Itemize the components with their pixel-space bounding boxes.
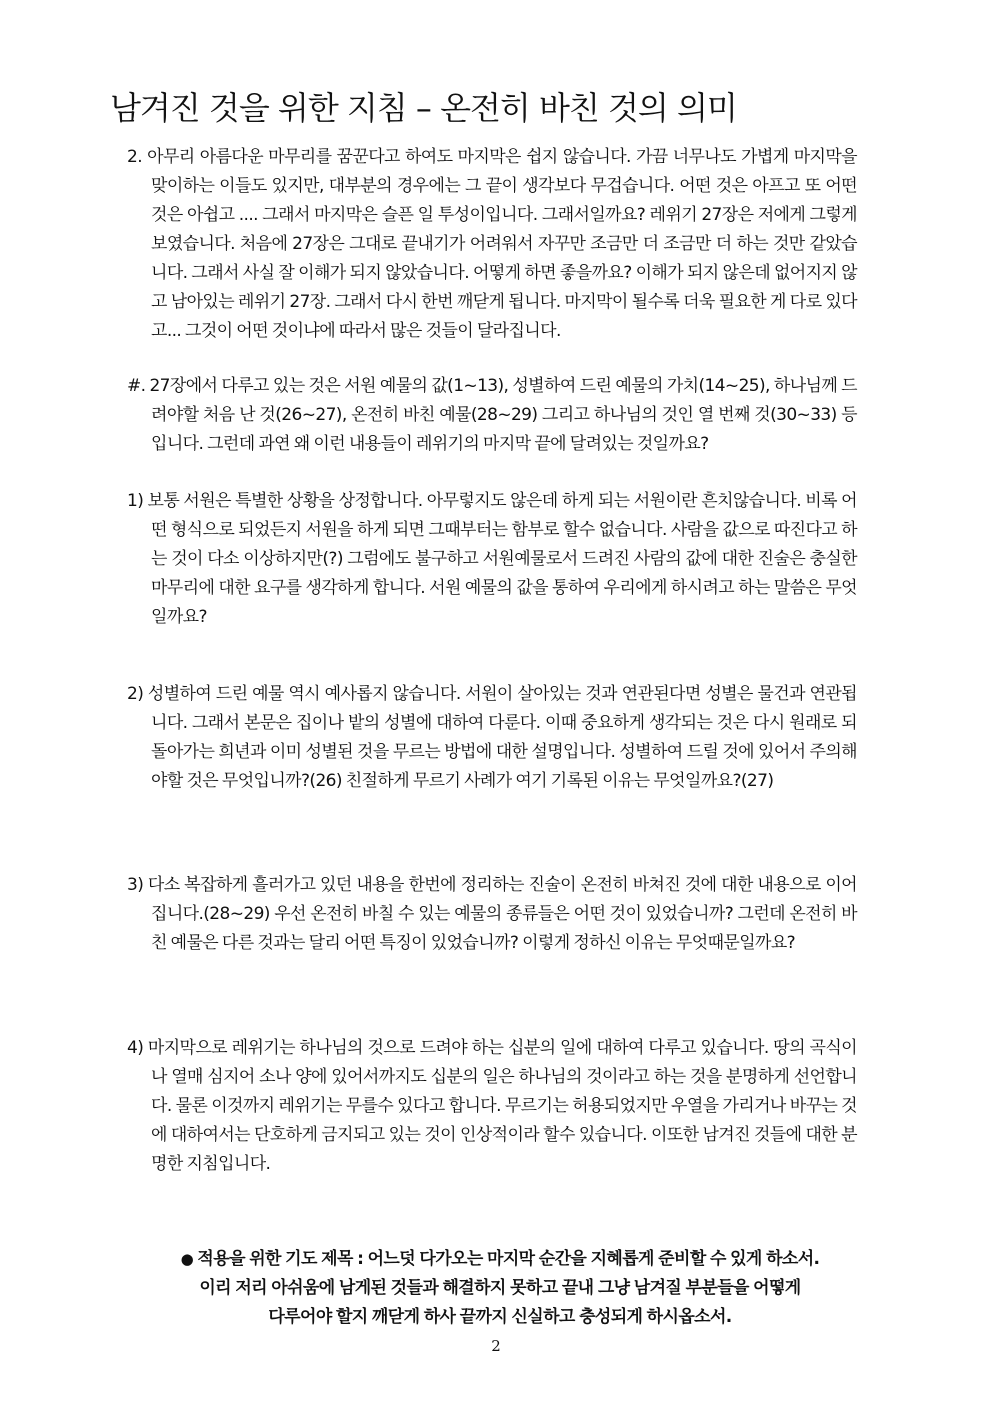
page-title: 남겨진 것을 위한 지침 – 온전히 바친 것의 의미 bbox=[110, 89, 737, 127]
prayer-text: 적용을 위한 기도 제목 : 어느덧 다가오는 마지막 순간을 지혜롭게 준비할 수 있게 하소서. bbox=[197, 1249, 820, 1269]
paragraph-text: 3) 다소 복잡하게 흘러가고 있던 내용을 한번에 정리하는 진술이 온전히 바쳐진 것에 대한 내용으로 이어집니다.(28~29) 우선 온전히 바칠 수 있는 예물의 종류들은 어떤 것이 있었습니까? 그런데 온전히 바친 예물은 다른 것과는 달리 어떤 특징이 있었습니까? 이렇게 정하신 이유는 무엇때문일까요? bbox=[127, 875, 857, 953]
paragraph-text: 4) 마지막으로 레위기는 하나님의 것으로 드려야 하는 십분의 일에 대하여 다루고 있습니다. 땅의 곡식이나 열매 심지어 소나 양에 있어서까지도 십분의 일은 하나님의 것이라고 하는 것을 분명하게 선언합니다. 물론 이것까지 레위기는 무를수 있다고 합니다. 무르기는 허용되었지만 우열을 가리거나 바꾸는 것에 대하여서는 단호하게 금지되고 있는 것이 인상적이라 할수 있습니다. 이또한 남겨진 것들에 대한 분명한 지침입니다. bbox=[127, 1038, 857, 1174]
section-intro bbox=[127, 143, 857, 346]
question-4 bbox=[127, 1034, 857, 1179]
paragraph-text: 1) 보통 서원은 특별한 상황을 상정합니다. 아무렇지도 않은데 하게 되는 서원이란 흔치않습니다. 비록 어떤 형식으로 되었든지 서원을 하게 되면 그때부터는 함부로 할수 없습니다. 사람을 값으로 따진다고 하는 것이 다소 이상하지만(?) 그럼에도 불구하고 서원예물로서 드려진 사람의 값에 대한 진술은 충실한 마무리에 대한 요구를 생각하게 합니다. 서원 예물의 값을 통하여 우리에게 하시려고 하는 말씀은 무엇일까요? bbox=[127, 491, 857, 627]
prayer-block bbox=[120, 1245, 880, 1332]
paragraph-text: 2) 성별하여 드린 예물 역시 예사롭지 않습니다. 서원이 살아있는 것과 연관된다면 성별은 물건과 연관됩니다. 그래서 본문은 집이나 밭의 성별에 대하여 다룬다. 이때 중요하게 생각되는 것은 다시 원래로 되돌아가는 희년과 이미 성별된 것을 무르는 방법에 대한 설명입니다. 성별하여 드릴 것에 있어서 주의해야할 것은 무엇입니까?(26) 친절하게 무르기 사례가 여기 기록된 이유는 무엇일까요?(27) bbox=[127, 684, 857, 791]
question-3 bbox=[127, 871, 857, 958]
paragraph-text: #. 27장에서 다루고 있는 것은 서원 예물의 값(1~13), 성별하여 드린 예물의 가치(14~25), 하나님께 드려야할 처음 난 것(26~27), 온전히 바친 예물(28~29) 그리고 하나님의 것인 열 번째 것(30~33) 등입니다. 그런데 과연 왜 이런 내용들이 레위기의 마지막 끝에 달려있는 것일까요? bbox=[127, 376, 857, 454]
question-1 bbox=[127, 487, 857, 632]
prayer-line-1 bbox=[120, 1245, 880, 1274]
paragraph-text: 2. 아무리 아름다운 마무리를 꿈꾼다고 하여도 마지막은 쉽지 않습니다. 가끔 너무나도 가볍게 마지막을 맞이하는 이들도 있지만, 대부분의 경우에는 그 끝이 생각보다 무겁습니다. 어떤 것은 아프고 또 어떤 것은 아쉽고 .... 그래서 마지막은 슬픈 일 투성이입니다. 그래서일까요? 레위기 27장은 저에게 그렇게 보였습니다. 처음에 27장은 그대로 끝내기가 어려워서 자꾸만 조금만 더 조금만 더 하는 것만 같았습니다. 그래서 사실 잘 이해가 되지 않았습니다. 어떻게 하면 좋을까요? 이해가 되지 않은데 없어지지 않고 남아있는 레위기 27장. 그래서 다시 한번 깨닫게 됩니다. 마지막이 될수록 더욱 필요한 게 다로 있다고... 그것이 어떤 것이냐에 따라서 많은 것들이 달라집니다. bbox=[127, 147, 857, 341]
page-number: 2 bbox=[491, 1337, 501, 1355]
prayer-line-3: 다루어야 할지 깨닫게 하사 끝까지 신실하고 충성되게 하시옵소서. bbox=[268, 1307, 732, 1327]
section-overview bbox=[127, 372, 857, 459]
prayer-line-2: 이리 저리 아쉬움에 남게된 것들과 해결하지 못하고 끝내 그냥 남겨질 부분들을 어떻게 bbox=[199, 1278, 801, 1298]
bullet-icon: ● bbox=[180, 1250, 194, 1268]
question-2 bbox=[127, 680, 857, 796]
